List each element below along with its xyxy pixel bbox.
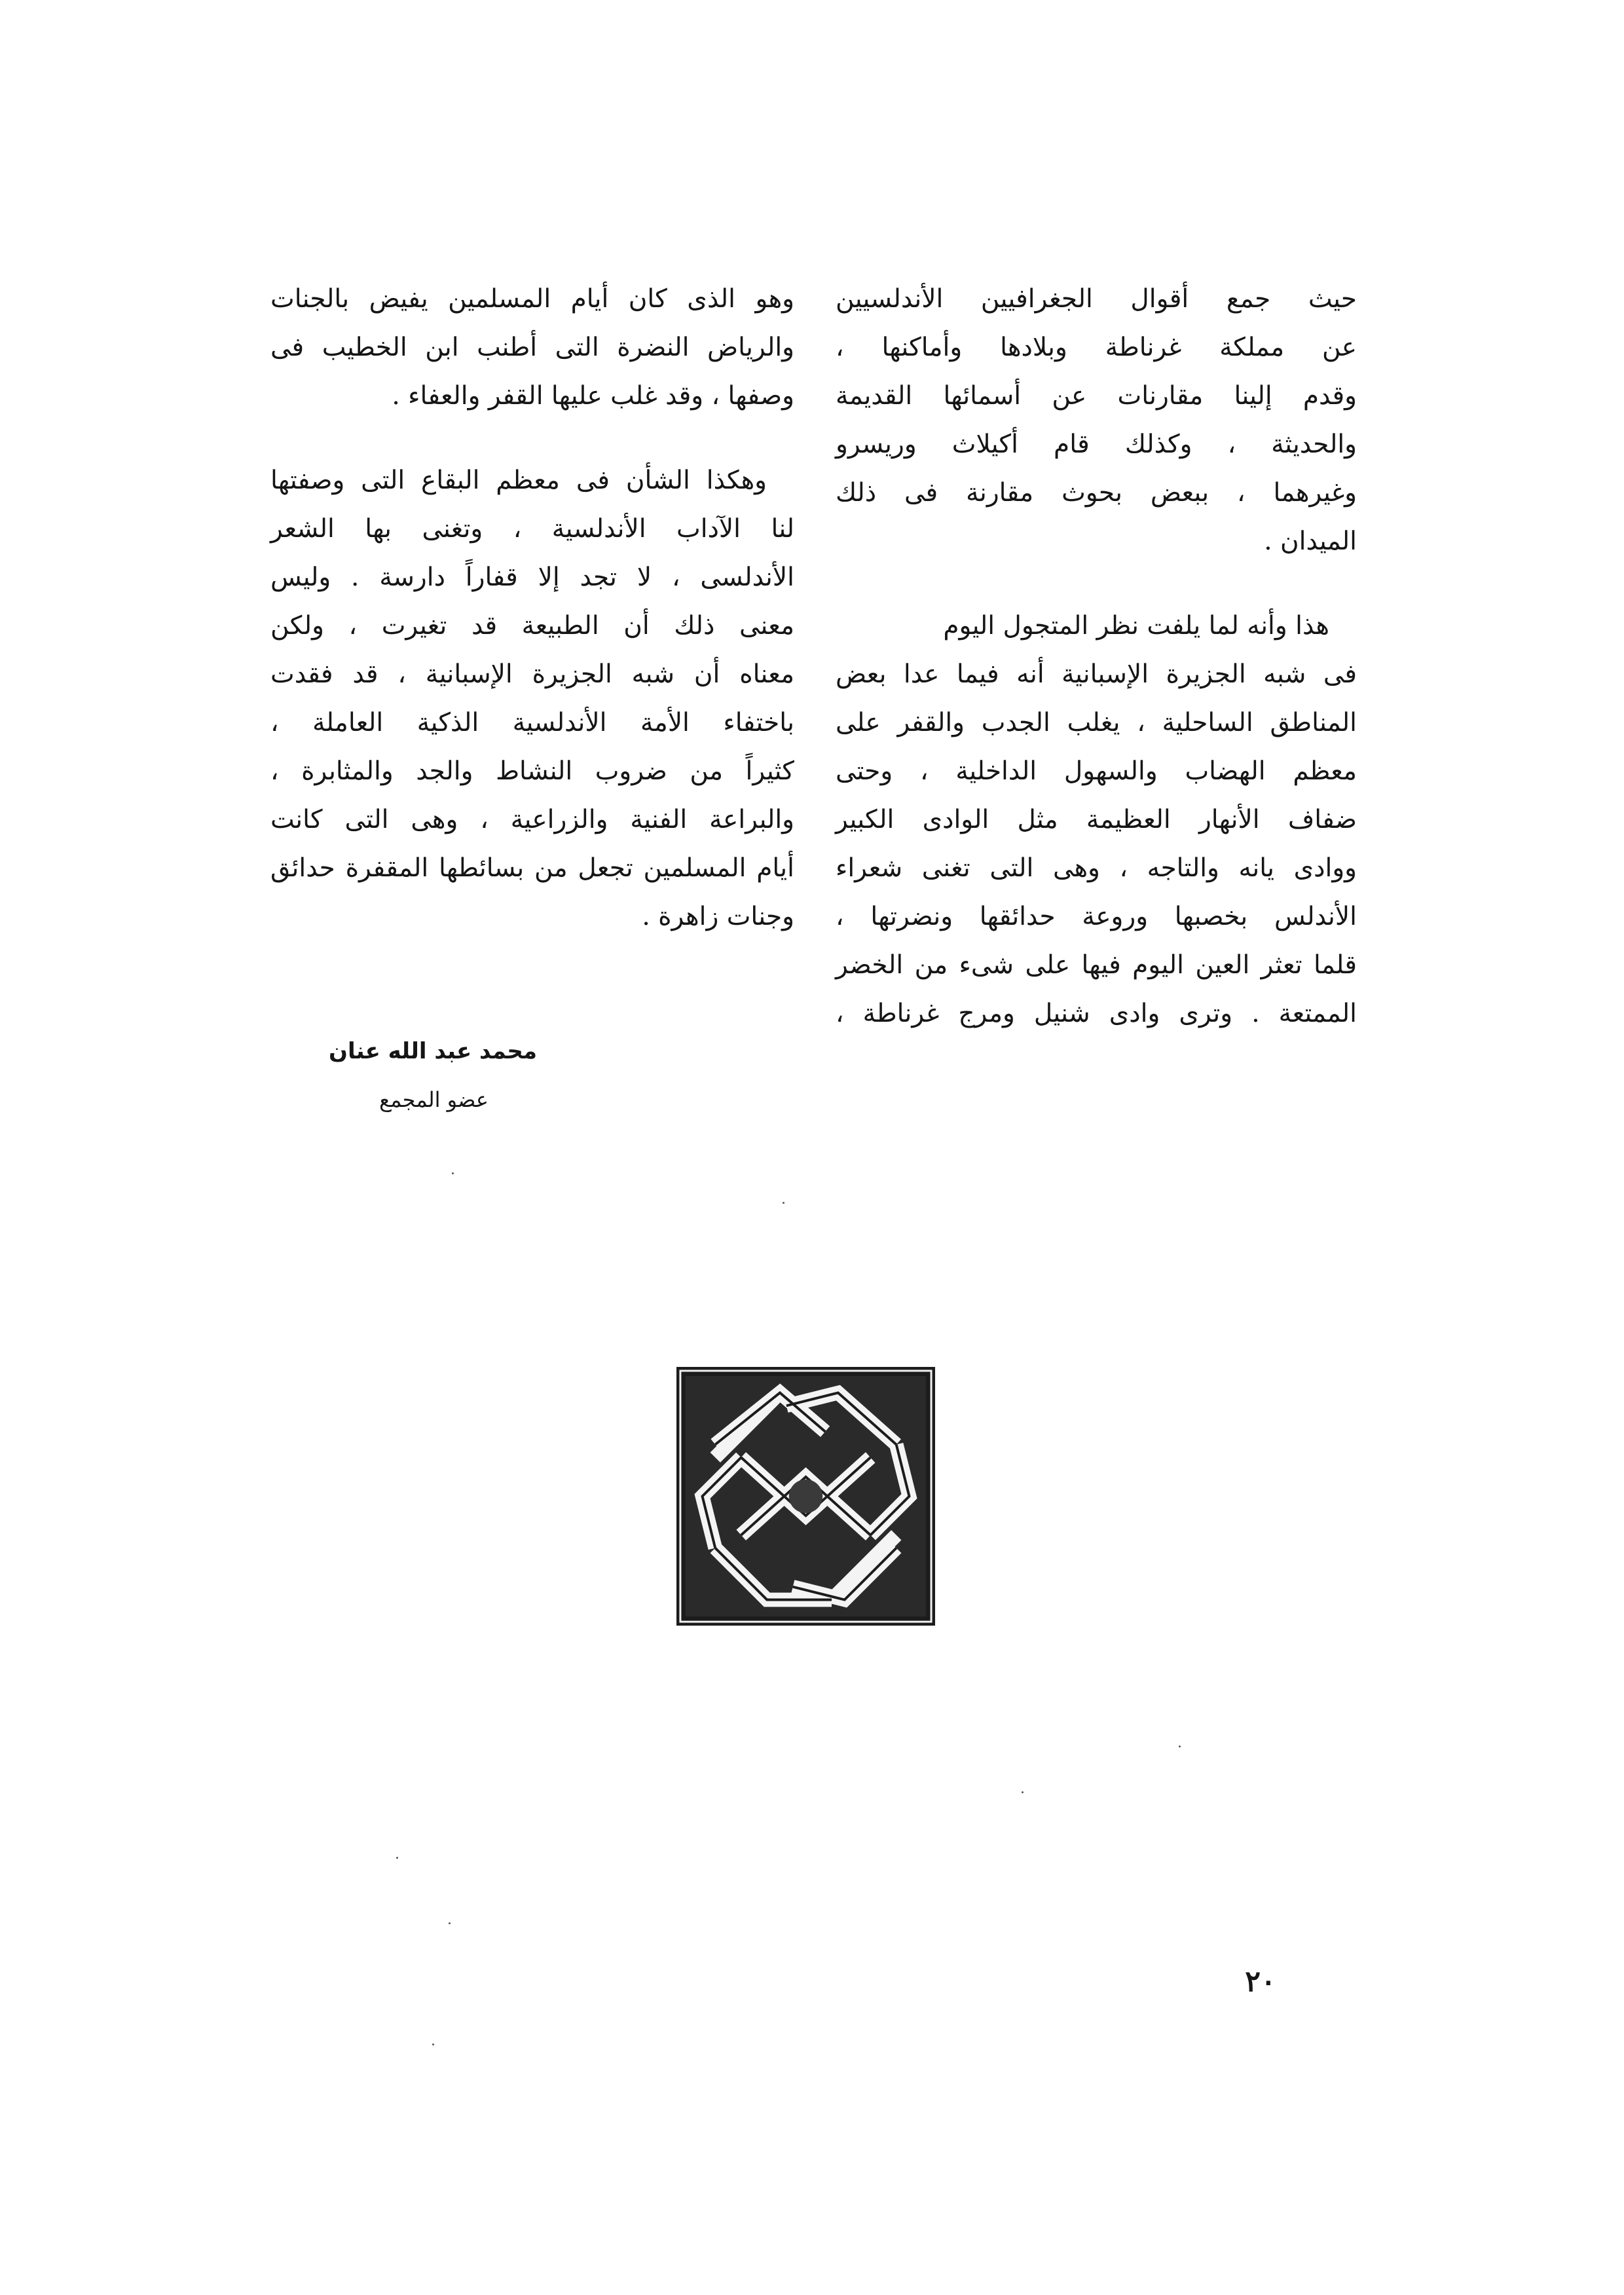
text-line: هذا وأنه لما يلفت نظر المتجول اليوم (943, 611, 1329, 641)
text-line: وقدم إلينا مقارنات عن أسمائها القديمة (836, 381, 1357, 411)
left-text-column (270, 275, 794, 941)
text-line: ووادى يانه والتاجه ، وهى التى تغنى شعراء (836, 853, 1357, 883)
text-line: والحديثة ، وكذلك قام أكيلاث وريسرو (836, 430, 1357, 459)
text-line: عن مملكة غرناطة وبلادها وأماكنها ، (836, 333, 1357, 362)
text-line: وجنات زاهرة . (642, 902, 794, 931)
author-title: عضو المجمع (379, 1087, 489, 1112)
text-line: باختفاء الأمة الأندلسية الذكية العاملة ، (270, 708, 794, 737)
text-line: وهو الذى كان أيام المسلمين يفيض بالجنات (270, 284, 794, 314)
text-line: الميدان . (1264, 527, 1357, 556)
text-line: قلما تعثر العين اليوم فيها على شىء من الخضر (836, 950, 1357, 980)
interlace-ornament-icon (676, 1367, 935, 1626)
paragraph (270, 457, 794, 941)
scan-speck (449, 1922, 451, 1924)
scan-speck (396, 1857, 398, 1859)
text-line: وصفها ، وقد غلب عليها القفر والعفاء . (392, 381, 794, 411)
paragraph (836, 275, 1357, 566)
text-line: ضفاف الأنهار العظيمة مثل الوادى الكبير (836, 805, 1357, 834)
text-line: معظم الهضاب والسهول الداخلية ، وحتى (836, 756, 1357, 786)
text-line: معناه أن شبه الجزيرة الإسبانية ، قد فقدت (270, 660, 794, 689)
text-line: معنى ذلك أن الطبيعة قد تغيرت ، ولكن (270, 611, 794, 641)
scan-speck (1022, 1791, 1024, 1793)
text-line: وهكذا الشأن فى معظم البقاع التى وصفتها (270, 466, 767, 495)
text-line: كثيراً من ضروب النشاط والجد والمثابرة ، (270, 756, 794, 786)
text-line: الأندلسى ، لا تجد إلا قفاراً دارسة . وليس (270, 563, 794, 592)
text-line: فى شبه الجزيرة الإسبانية أنه فيما عدا بعض (836, 660, 1357, 689)
text-line: والبراعة الفنية والزراعية ، وهى التى كانت (270, 805, 794, 834)
text-line: الممتعة . وترى وادى شنيل ومرج غرناطة ، (836, 999, 1357, 1028)
text-line: وغيرهما ، ببعض بحوث مقارنة فى ذلك (836, 478, 1357, 508)
scan-speck (783, 1202, 784, 1204)
text-line: أيام المسلمين تجعل من بسائطها المقفرة حدائق (270, 853, 794, 883)
page-number: ٢٠ (1245, 1965, 1276, 1998)
right-text-column (836, 275, 1357, 1038)
scan-speck (1179, 1745, 1181, 1747)
scan-speck (452, 1172, 454, 1174)
text-line: المناطق الساحلية ، يغلب الجدب والقفر على (836, 708, 1357, 737)
paragraph (836, 602, 1357, 1038)
text-line: الأندلس بخصبها وروعة حدائقها ونضرتها ، (836, 902, 1357, 931)
text-line: حيث جمع أقوال الجغرافيين الأندلسيين (836, 284, 1357, 314)
text-line: لنا الآداب الأندلسية ، وتغنى بها الشعر (270, 514, 794, 544)
author-signature: محمد عبد الله عنان (328, 1038, 537, 1064)
text-line: والرياض النضرة التى أطنب ابن الخطيب فى (270, 333, 794, 362)
scan-speck (432, 2043, 434, 2045)
paragraph (270, 275, 794, 420)
